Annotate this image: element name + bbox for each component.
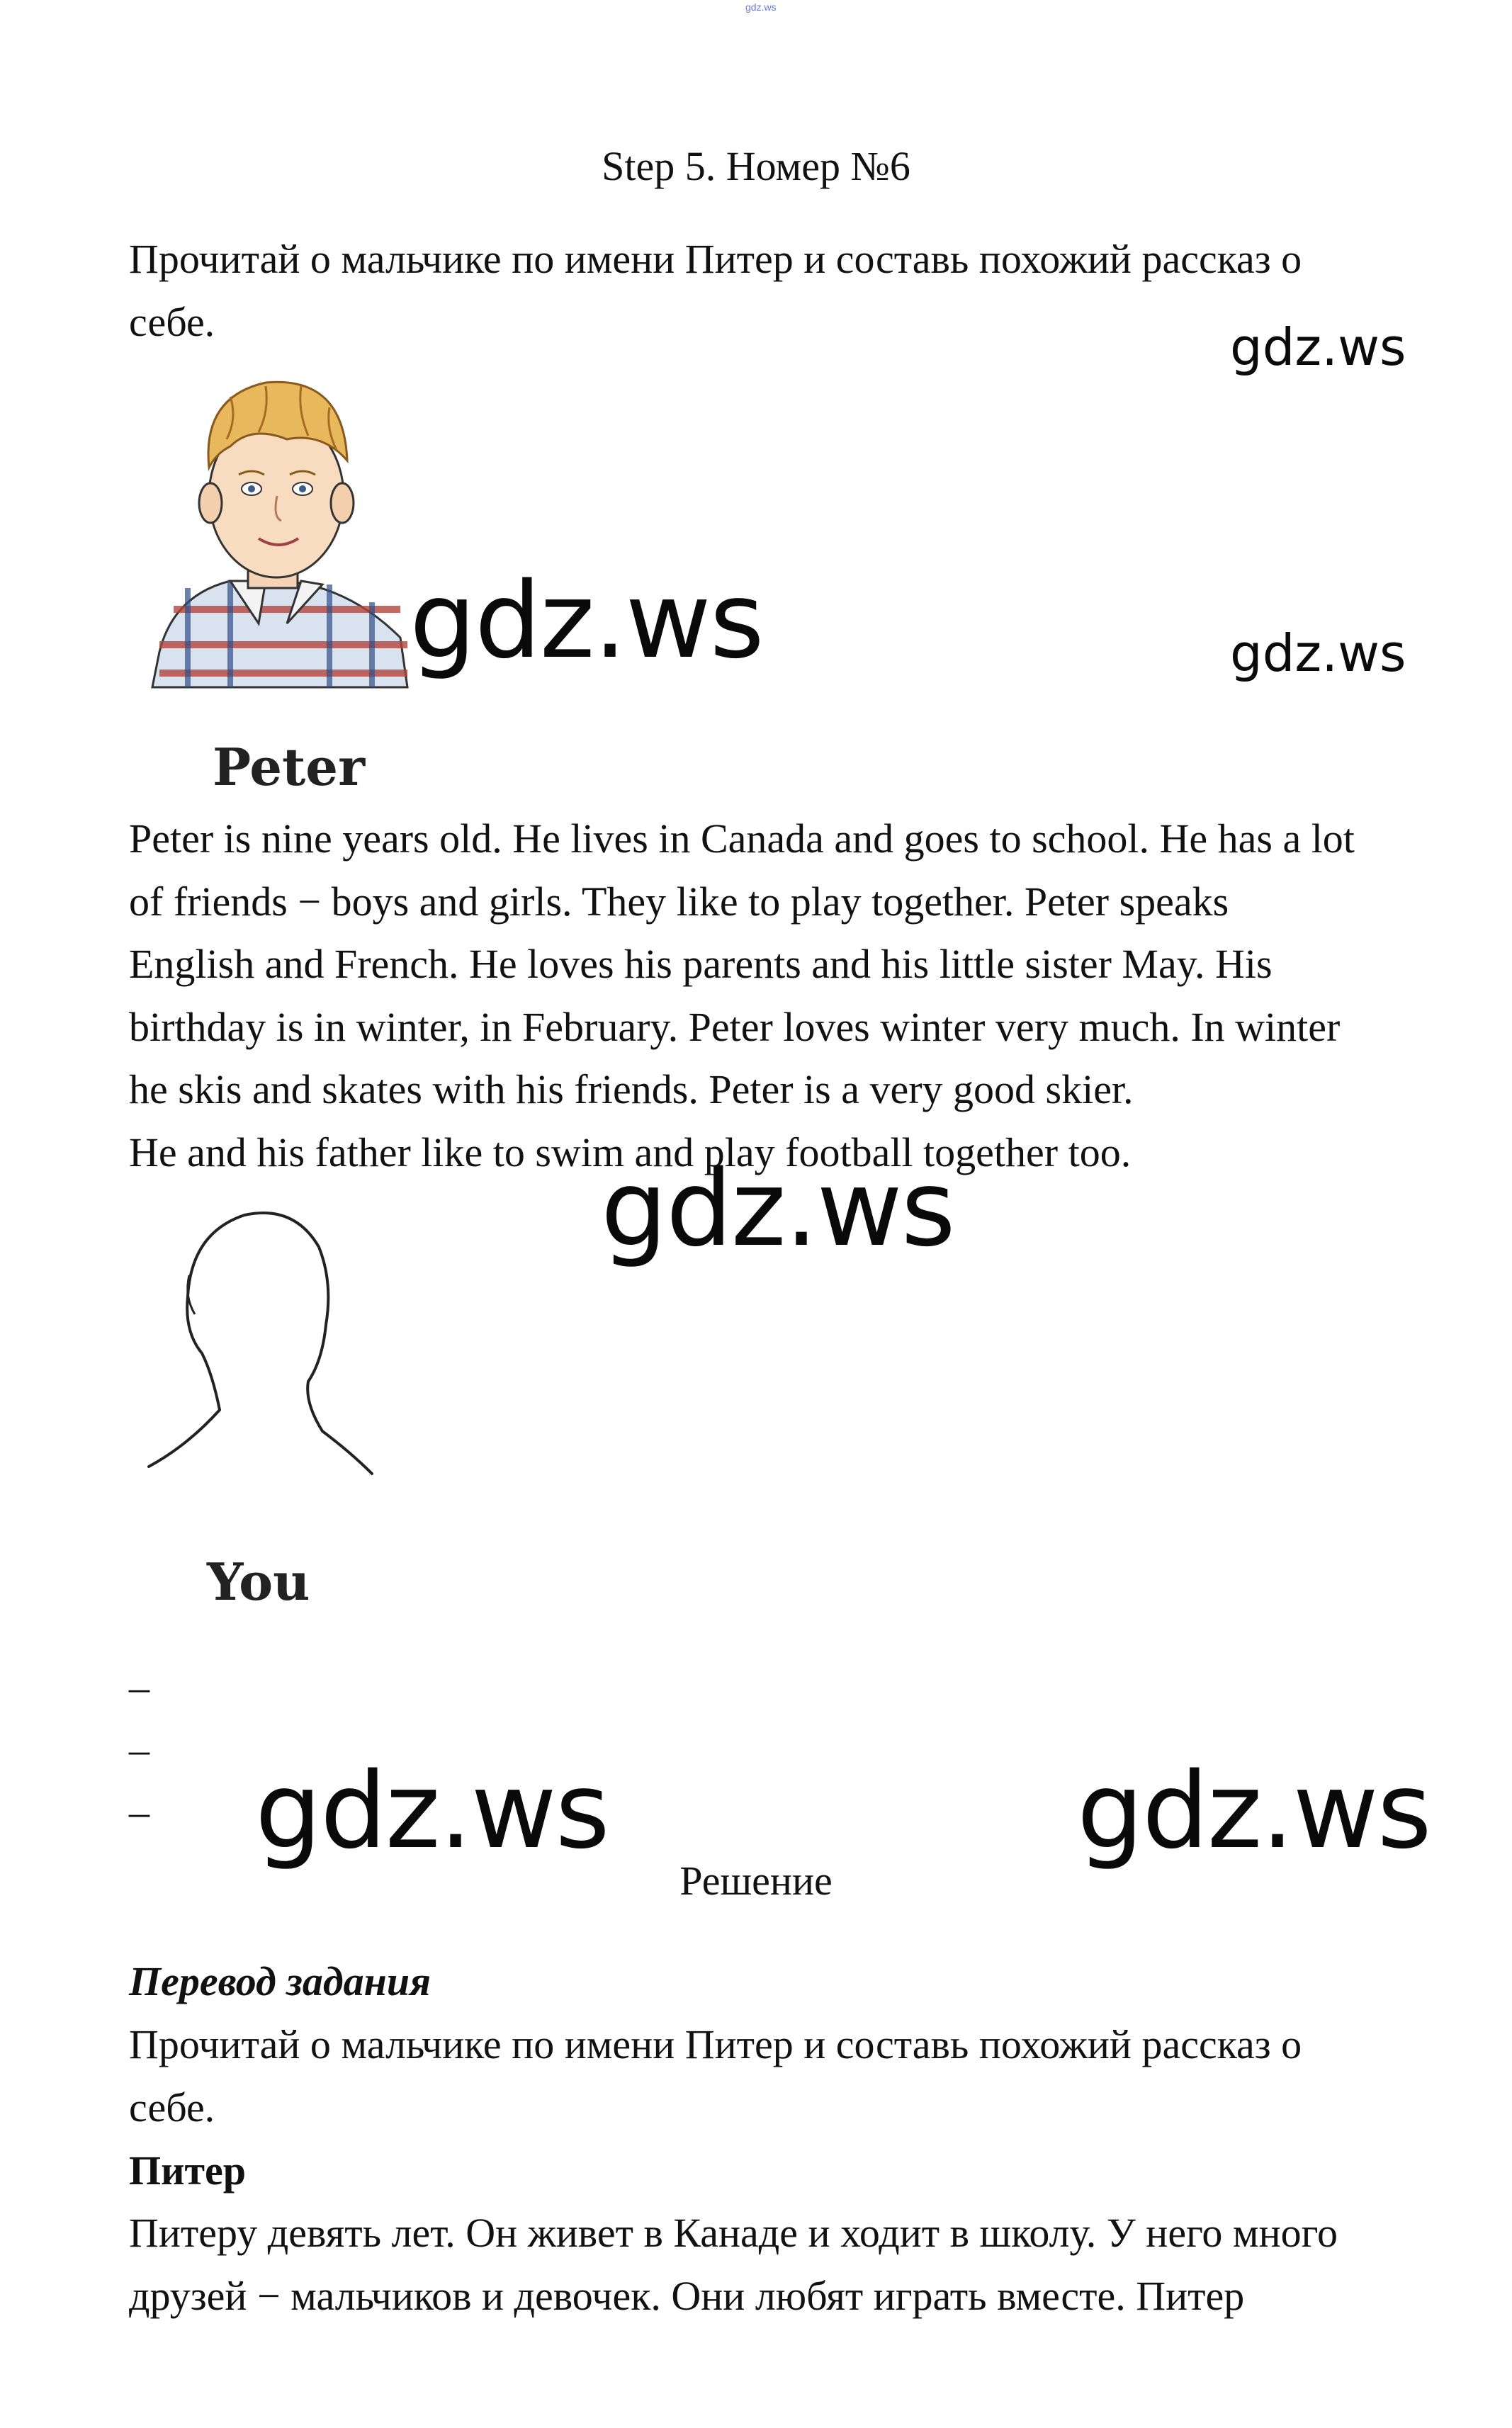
peter-ru-heading: Питер [129, 2147, 247, 2193]
watermark: gdz.ws [601, 1148, 954, 1270]
task-line: Прочитай о мальчике по имени Питер и составь похожий рассказ о [129, 236, 1302, 282]
solution-label: Решение [679, 1858, 833, 1904]
watermark: gdz.ws [1230, 623, 1406, 683]
story-line: English and French. He loves his parents and his little sister May. His [129, 941, 1273, 987]
peter-illustration [145, 368, 414, 694]
story-ru-line: Питеру девять лет. Он живет в Канаде и ходит в школу. У него много [129, 2210, 1338, 2256]
story-text [129, 808, 1426, 1184]
watermark: gdz.ws [410, 560, 763, 682]
top-watermark: gdz.ws [745, 1, 777, 13]
watermark: gdz.ws [255, 1750, 609, 1872]
story-line: of friends − boys and girls. They like to play together. Peter speaks [129, 878, 1229, 925]
blank-line: _ [129, 1712, 149, 1758]
peter-caption: Peter [213, 737, 366, 797]
you-caption: You [207, 1552, 310, 1612]
blank-line: _ [129, 1775, 149, 1821]
story-line: he skis and skates with his friends. Peter is a very good skier. [129, 1066, 1134, 1112]
translation-text [129, 2014, 1426, 2139]
translation-line: себе. [129, 2084, 215, 2130]
page-title: Step 5. Номер №6 [602, 143, 910, 189]
story-line: Peter is nine years old. He lives in Canada and goes to school. He has a lot [129, 815, 1355, 862]
story-ru-line: друзей − мальчиков и девочек. Они любят играть вместе. Питер [129, 2272, 1245, 2319]
story-line: birthday is in winter, in February. Peter loves winter very much. In winter [129, 1003, 1341, 1050]
watermark: gdz.ws [1230, 317, 1406, 377]
blank-line: _ [129, 1650, 149, 1696]
translation-line: Прочитай о мальчике по имени Питер и составь похожий рассказ о [129, 2021, 1302, 2067]
you-silhouette [145, 1190, 386, 1481]
story-ru-text [129, 2202, 1426, 2327]
task-line: себе. [129, 298, 215, 345]
translation-heading: Перевод задания [129, 1958, 431, 2004]
story-line: He and his father like to swim and play football together too. [129, 1129, 1132, 1175]
watermark: gdz.ws [1077, 1750, 1431, 1872]
